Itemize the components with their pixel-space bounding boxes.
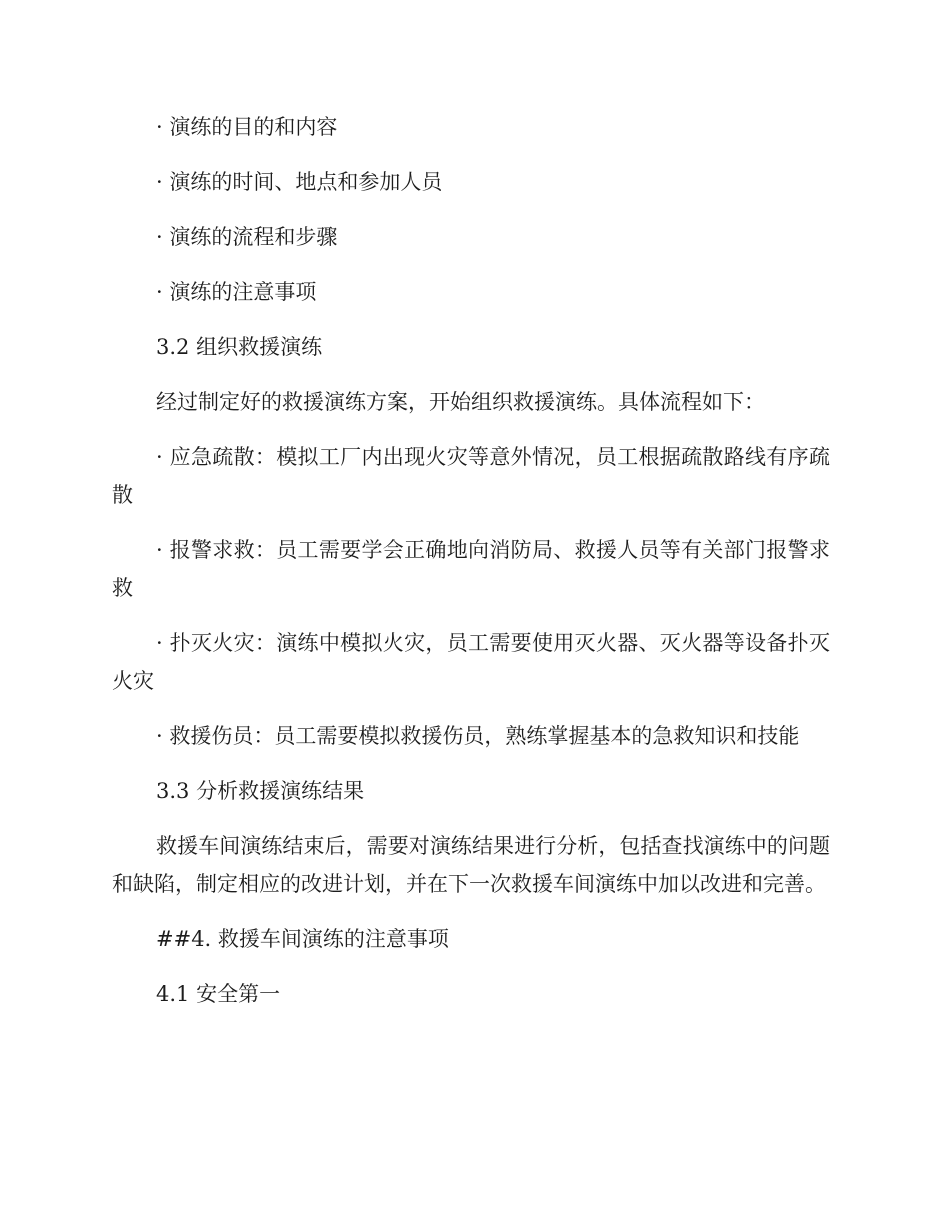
bullet-drill-purpose: · 演练的目的和内容 [156, 115, 338, 139]
paragraph-analyze-results: 救援车间演练结束后，需要对演练结果进行分析，包括查找演练中的问题和缺陷，制定相应的改进计划，并在下一次救援车间演练中加以改进和完善。 [112, 834, 830, 896]
section-heading-3-3: 3.3 分析救援演练结果 [156, 779, 365, 803]
section-heading-4-1: 4.1 安全第一 [156, 982, 281, 1006]
bullet-drill-time-place: · 演练的时间、地点和参加人员 [156, 170, 443, 194]
section-heading-3-2: 3.2 组织救援演练 [156, 335, 323, 359]
bullet-rescue-injured: · 救援伤员：员工需要模拟救援伤员，熟练掌握基本的急救知识和技能 [156, 724, 800, 748]
bullet-extinguish-fire: · 扑灭火灾：演练中模拟火灾，员工需要使用灭火器、灭火器等设备扑灭火灾 [112, 631, 830, 693]
bullet-drill-notes: · 演练的注意事项 [156, 280, 317, 304]
bullet-emergency-evacuation: · 应急疏散：模拟工厂内出现火灾等意外情况，员工根据疏散路线有序疏散 [112, 445, 830, 507]
bullet-drill-process: · 演练的流程和步骤 [156, 225, 338, 249]
paragraph-organize-drill: 经过制定好的救援演练方案，开始组织救援演练。具体流程如下： [156, 390, 765, 414]
bullet-alarm-call: · 报警求救：员工需要学会正确地向消防局、救援人员等有关部门报警求救 [112, 538, 830, 600]
section-heading-4: ##4. 救援车间演练的注意事项 [156, 927, 449, 951]
